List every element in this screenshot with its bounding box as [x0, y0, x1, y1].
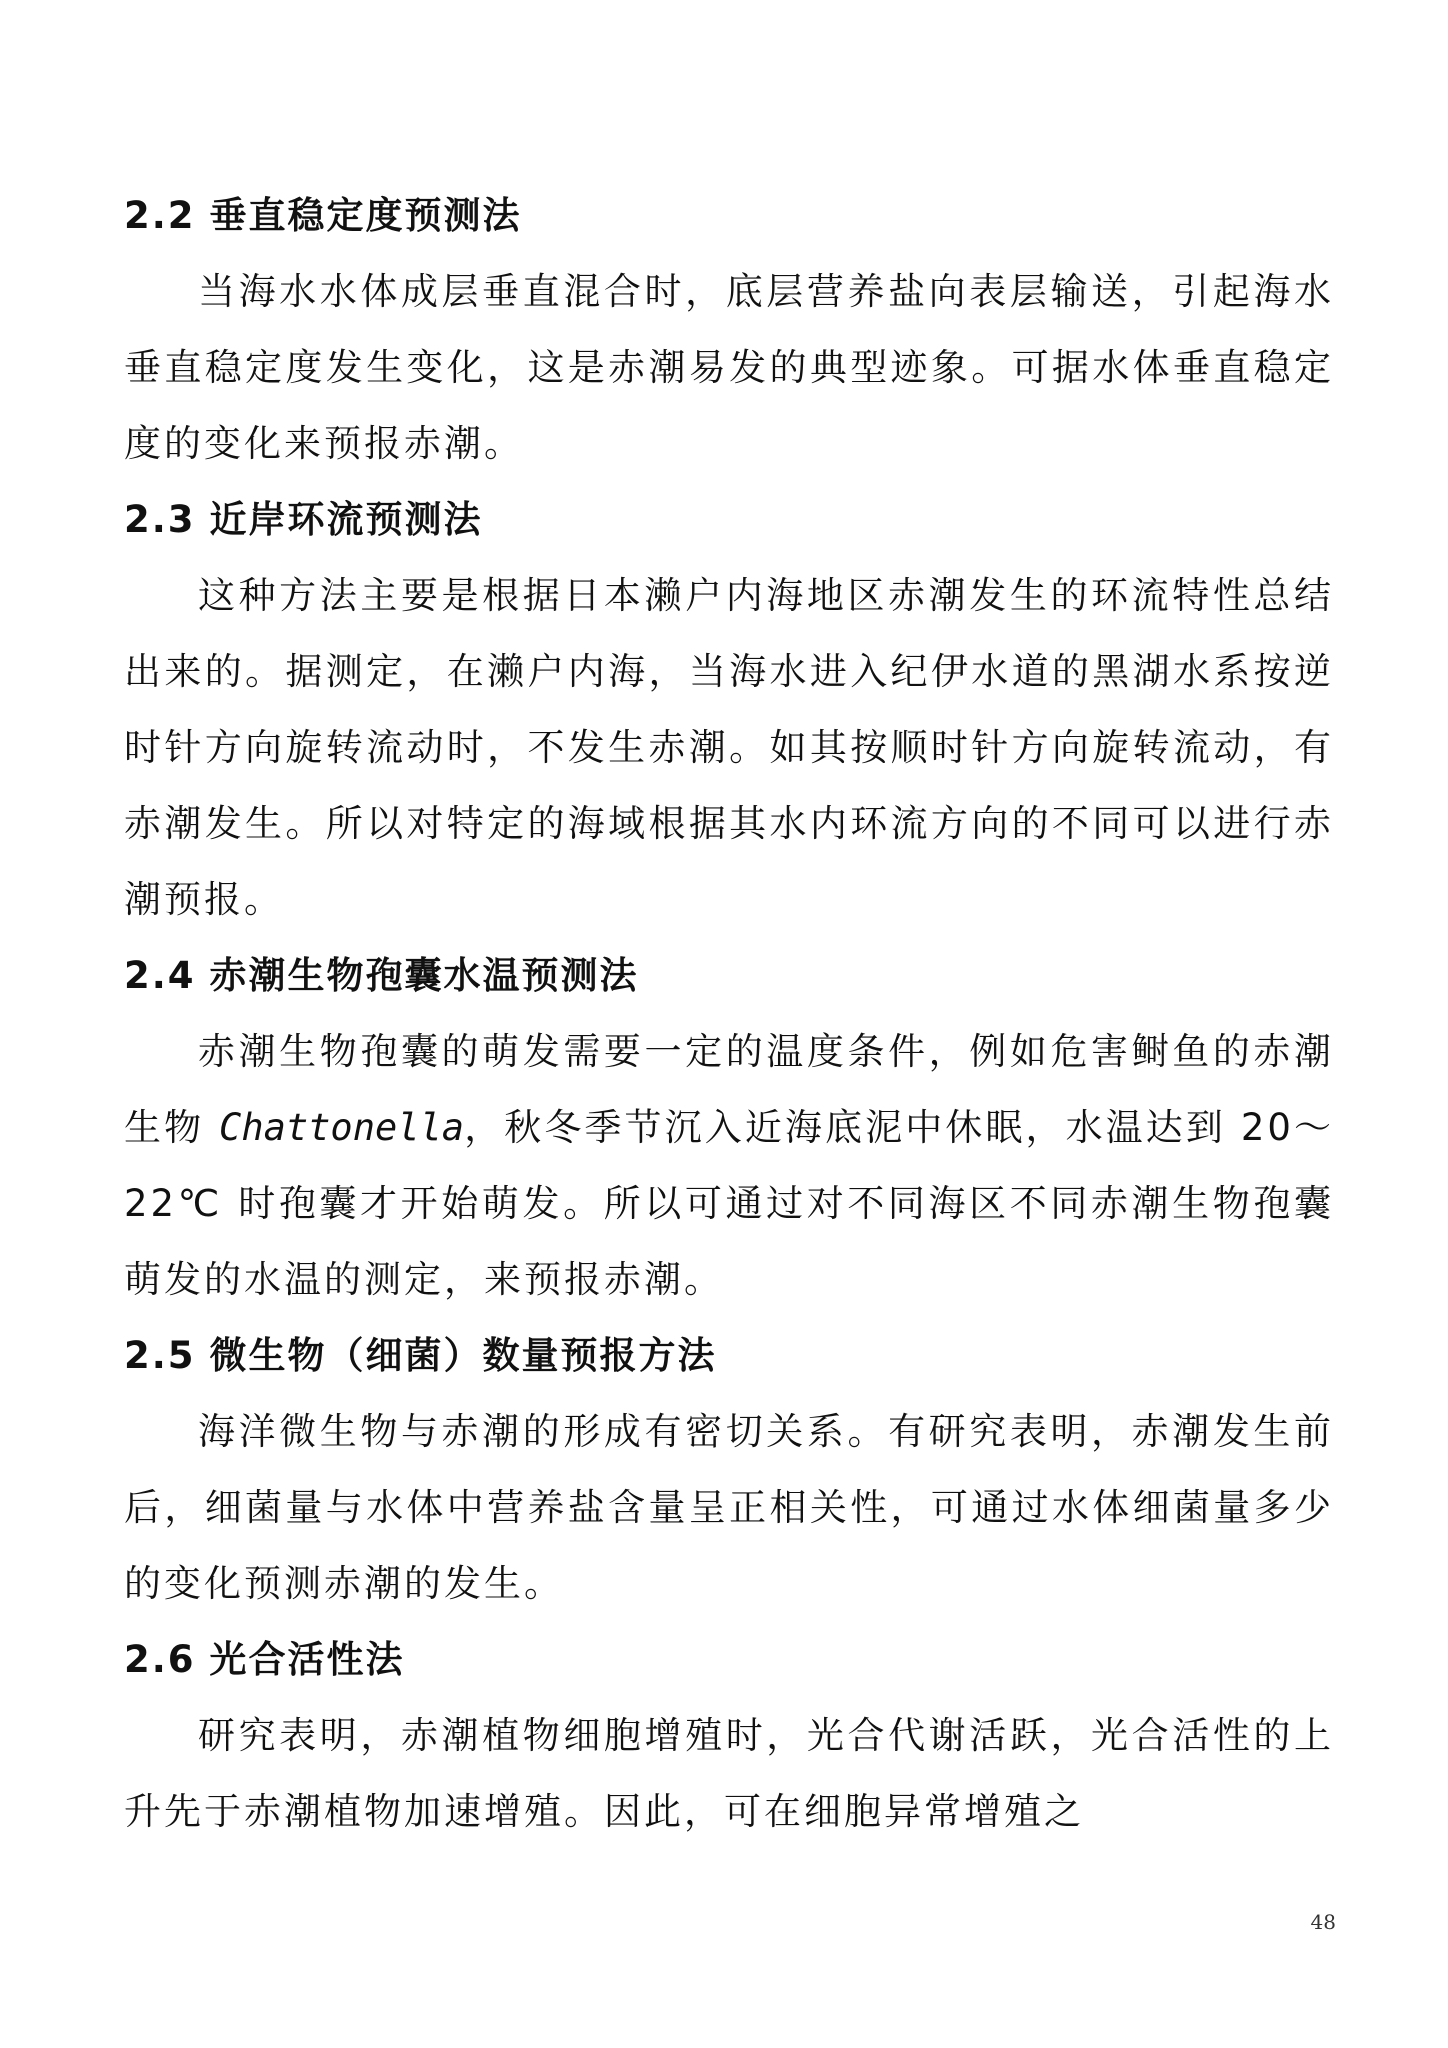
paragraph-text-before: 赤潮生物孢囊的萌发需要一定的温度条件，例如危害鲥鱼的赤潮生物	[124, 1030, 1334, 1149]
section-number: 2.6	[124, 1638, 196, 1681]
section-paragraph-2-5: 海洋微生物与赤潮的形成有密切关系。有研究表明，赤潮发生前后，细菌量与水体中营养盐含量呈正相关性，可通过水体细菌量多少的变化预测赤潮的发生。	[124, 1410, 1334, 1605]
section-paragraph-2-3: 这种方法主要是根据日本濑户内海地区赤潮发生的环流特性总结出来的。据测定，在濑户内海，当海水进入纪伊水道的黑湖水系按逆时针方向旋转流动时，不发生赤潮。如其按顺时针方向旋转流动，有赤潮发生。所以对特定的海域根据其水内环流方向的不同可以进行赤潮预报。	[124, 574, 1334, 921]
section-title: 微生物（细菌）数量预报方法	[209, 1334, 717, 1377]
section-paragraph-2-4	[124, 1014, 1334, 1318]
paragraph-text-after: ，秋冬季节沉入近海底泥中休眠，水温达到 20～22℃ 时孢囊才开始萌发。所以可通过对不同海区不同赤潮生物孢囊萌发的水温的测定，来预报赤潮。	[124, 1106, 1334, 1301]
section-heading-2-3	[124, 482, 1334, 558]
section-heading-2-5	[124, 1318, 1334, 1394]
section-heading-2-2	[124, 178, 1334, 254]
section-heading-2-4	[124, 938, 1334, 1014]
section-number: 2.5	[124, 1334, 196, 1377]
section-paragraph-2-2: 当海水水体成层垂直混合时，底层营养盐向表层输送，引起海水垂直稳定度发生变化，这是赤潮易发的典型迹象。可据水体垂直稳定度的变化来预报赤潮。	[124, 270, 1334, 465]
section-number: 2.2	[124, 194, 196, 237]
document-body	[124, 178, 1334, 1850]
section-number: 2.4	[124, 954, 196, 997]
section-title: 近岸环流预测法	[209, 498, 483, 541]
page-number: 48	[1310, 1910, 1336, 1934]
section-paragraph-2-6: 研究表明，赤潮植物细胞增殖时，光合代谢活跃，光合活性的上升先于赤潮植物加速增殖。因此，可在细胞异常增殖之	[124, 1714, 1334, 1833]
section-number: 2.3	[124, 498, 196, 541]
species-name: Chattonella	[219, 1106, 465, 1149]
section-title: 光合活性法	[209, 1638, 405, 1681]
section-title: 垂直稳定度预测法	[209, 194, 522, 237]
section-heading-2-6	[124, 1622, 1334, 1698]
section-title: 赤潮生物孢囊水温预测法	[209, 954, 639, 997]
